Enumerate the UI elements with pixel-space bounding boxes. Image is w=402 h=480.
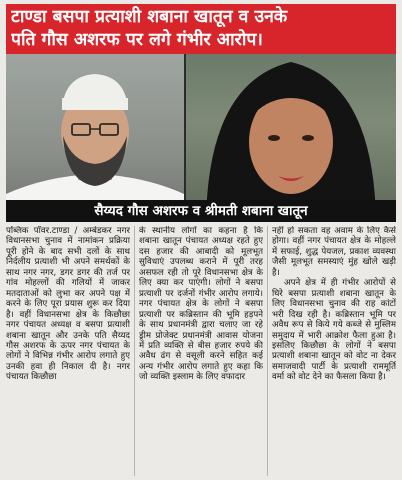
news-photo [6,54,396,222]
headline [6,4,396,54]
article-body [6,226,396,476]
headline-line-1: टाण्डा बसपा प्रत्याशी शबाना खातून व उनके [11,7,288,27]
headline-line-2: पति गौस अशरफ पर लगे गंभीर आरोप। [11,30,263,50]
article-column-1 [6,226,130,476]
column-3-paragraph-1: नहीं हो सकता वह अवाम के लिए कैसे होगा। वहीं नगर पंचायत क्षेत्र के मोहल्ले में सफाई, शुद्ध पेयजल, प्रकाश व्यवस्था जैसी मूलभूत समस्याएं मुंह खोले खड़ी है। [272,226,396,278]
woman-portrait-illustration [186,54,396,222]
photo-caption: सैय्यद गौस अशरफ व श्रीमती शबाना खातून [6,200,396,222]
woman-portrait [186,54,396,222]
column-1-text: पब्लिक पॉवर.टाण्डा / अम्बेडकर नगर विधानसभा चुनाव में नामांकन प्रक्रिया पूरी होने के बाद सभी दलों के साथ निर्दलीय प्रत्याशी भी अपने समर्थकों के साथ नगर नगर, डगर डगर की तर्ज पर गांव मोहल्लों की गलियों में जाकर मतदाताओं को लुभा कर अपने पक्ष में करने के लिए पूरा प्रयास शुरू कर दिया है। वहीं विधानसभा क्षेत्र के किछौछा नगर पंचायत अध्यक्ष व बसपा प्रत्याशी शबाना खातून और उनके पति सैय्यद गौस अशरफ के ऊपर नगर पंचायत के लोगों ने विभिन्न गंभीर आरोप लगाते हुए उनकी हवा ही निकाल दी है। नगर पंचायत किछौछा [6,226,130,383]
man-portrait-illustration [6,54,184,222]
column-3-paragraph-2: अपने क्षेत्र में ही गंभीर आरोपों से घिरे बसपा प्रत्याशी शबाना खातून के लिए विधानसभा चुनाव की राह कांटों भरी दिख रही है। कब्रिस्तान भूमि पर अवैध रूप से किये गये कब्जे से मुस्लिम समुदाय में भारी आक्रोश फैला हुआ है। इसलिए किछौछा के लोगों ने बसपा प्रत्याशी शबाना खातून को वोट ना देकर समाजवादी पार्टी के प्रत्याशी राममूर्ति वर्मा को वोट देने का फैसला किया है। [272,278,396,383]
column-2-text: के स्थानीय लोगों का कहना है कि शबाना खातून पंचायत अध्यक्ष रहते हुए दस हजार की आबादी को मूलभूत सुविधाएं उपलब्ध कराने में पूरी तरह असफल रही तो पूरे विधानसभा क्षेत्र के लिए क्या कर पाएंगी। लोगों ने बसपा प्रत्याशी पर दर्जनों गंभीर आरोप लगाये। नगर पंचायत क्षेत्र के लोगों ने बसपा प्रत्याशी पर कब्रिस्तान की भूमि हड़पने के साथ प्रधानमंत्री द्वारा चलाए जा रहे ड्रीम प्रोजेक्ट प्रधानमंत्री आवास योजना में प्रति व्यक्ति से बीस हजार रुपये की अवैध ढंग से वसूली करने सहित कई अन्य गंभीर आरोप लगाते हुए कहा कि जो व्यक्ति इस्लाम के लिए वफादार [139,226,263,383]
article-column-3 [272,226,396,476]
column-divider [267,226,268,476]
article-column-2 [139,226,263,476]
column-divider [134,226,135,476]
man-portrait [6,54,184,222]
